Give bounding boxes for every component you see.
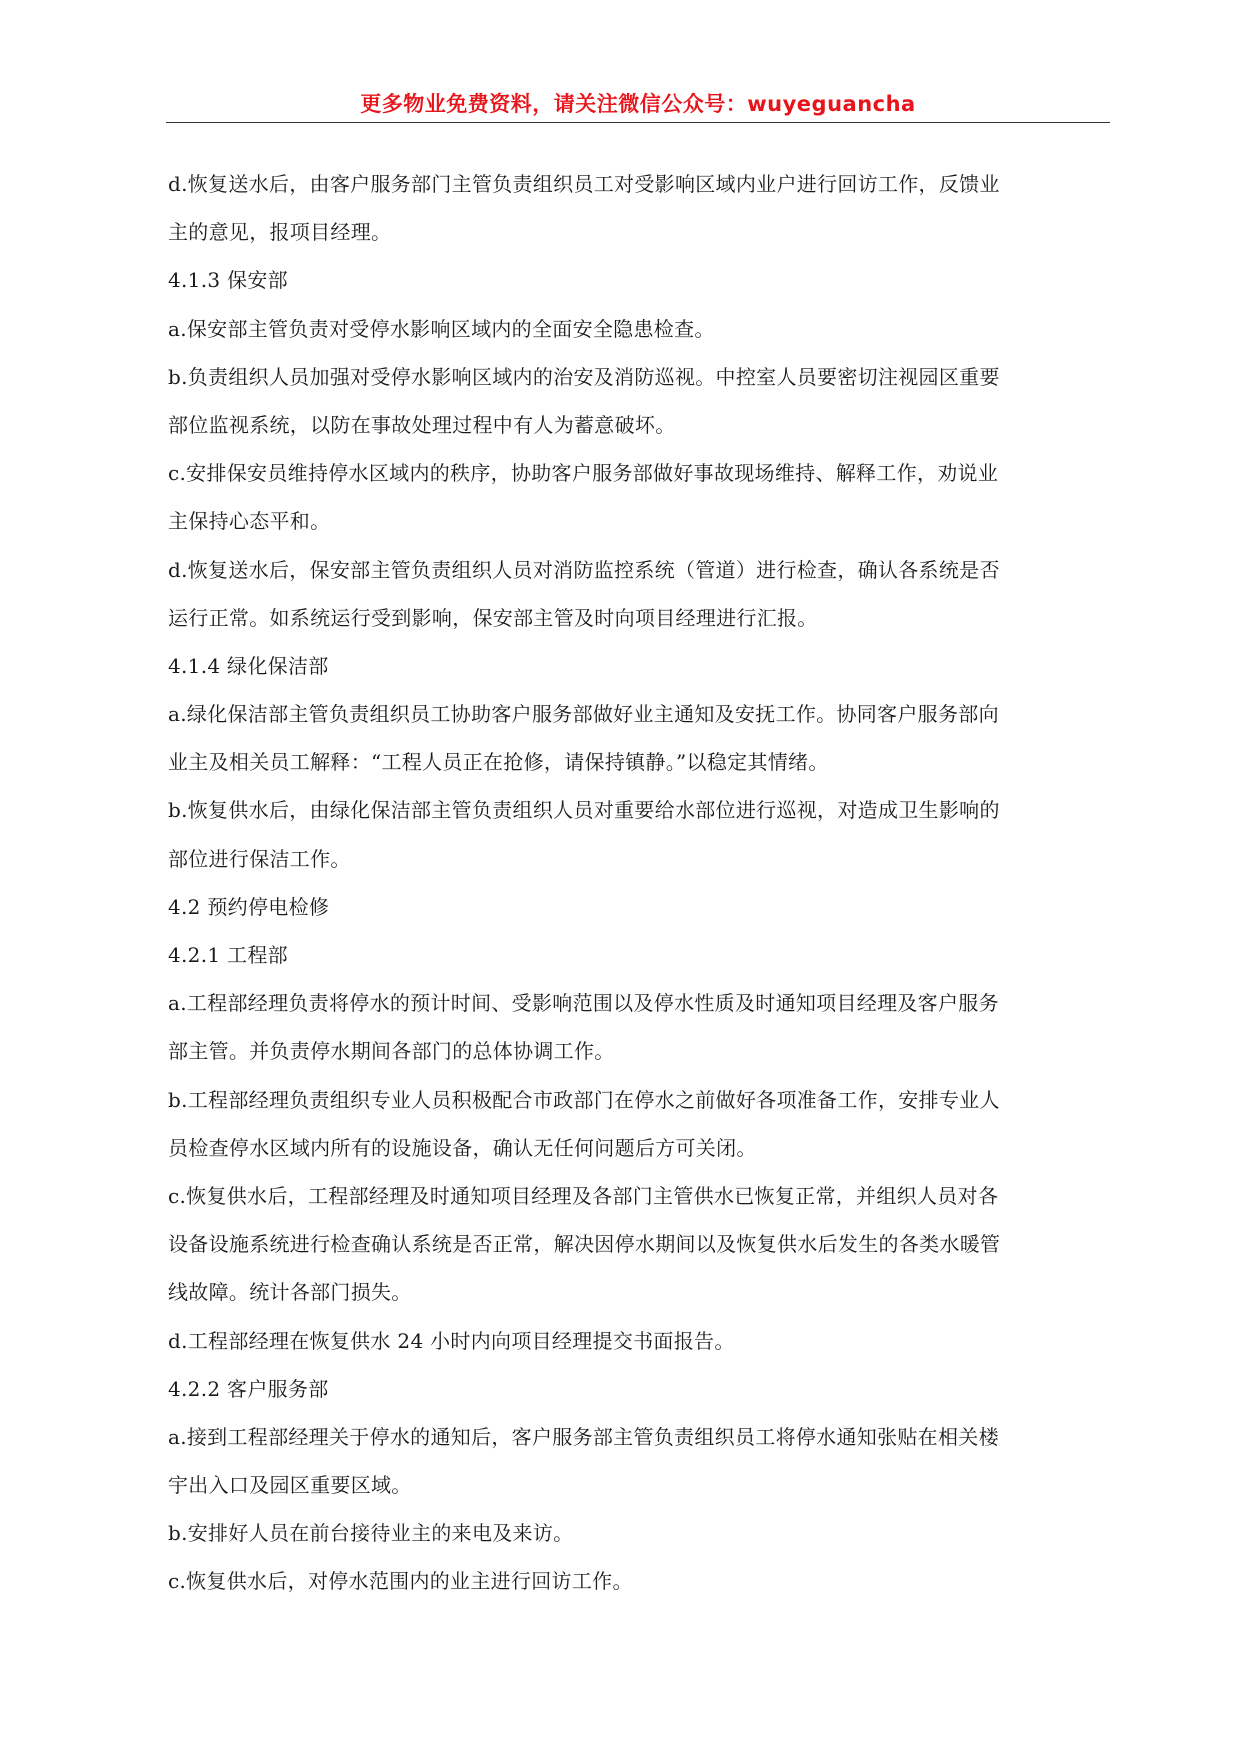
text-line: b.工程部经理负责组织专业人员积极配合市政部门在停水之前做好各项准备工作，安排专业人 [168, 1087, 1000, 1112]
text-line: a.保安部主管负责对受停水影响区域内的全面安全隐患检查。 [168, 316, 715, 341]
text-line: 线故障。统计各部门损失。 [168, 1280, 412, 1305]
document-body [168, 160, 1110, 1606]
text-line: d.恢复送水后，由客户服务部门主管负责组织员工对受影响区域内业户进行回访工作，反馈业 [168, 172, 1000, 196]
text-line: 设备设施系统进行检查确认系统是否正常，解决因停水期间以及恢复供水后发生的各类水暖管 [168, 1232, 1001, 1257]
text-line: 部主管。并负责停水期间各部门的总体协调工作。 [168, 1039, 615, 1064]
section-heading: 4.2 预约停电检修 [168, 894, 330, 919]
text-line: b.安排好人员在前台接待业主的来电及来访。 [168, 1521, 574, 1546]
text-line: 主保持心态平和。 [168, 509, 331, 534]
section-heading: 4.1.3 保安部 [168, 268, 288, 293]
text-line: 宇出入口及园区重要区域。 [168, 1473, 412, 1498]
section-heading: 4.2.1 工程部 [168, 943, 288, 967]
text-line: 主的意见，报项目经理。 [168, 220, 392, 245]
section-heading: 4.1.4 绿化保洁部 [168, 653, 329, 678]
text-line: b.恢复供水后，由绿化保洁部主管负责组织人员对重要给水部位进行巡视，对造成卫生影响的 [168, 798, 1000, 823]
text-line: 部位进行保洁工作。 [168, 846, 351, 871]
text-line: b.负责组织人员加强对受停水影响区域内的治安及消防巡视。中控室人员要密切注视园区重要 [168, 364, 1000, 389]
text-line: c.恢复供水后，工程部经理及时通知项目经理及各部门主管供水已恢复正常，并组织人员对各 [168, 1183, 999, 1208]
text-line: 部位监视系统，以防在事故处理过程中有人为蓄意破坏。 [168, 412, 676, 437]
header-promo-text: 更多物业免费资料，请关注微信公众号：wuyeguancha [360, 92, 916, 116]
text-line: c.恢复供水后，对停水范围内的业主进行回访工作。 [168, 1569, 633, 1594]
page-header [166, 86, 1110, 123]
section-heading: 4.2.2 客户服务部 [168, 1376, 329, 1401]
text-line: 运行正常。如系统运行受到影响，保安部主管及时向项目经理进行汇报。 [168, 605, 818, 630]
text-line: d.工程部经理在恢复供水 24 小时内向项目经理提交书面报告。 [168, 1328, 735, 1353]
text-line: 业主及相关员工解释：“工程人员正在抢修，请保持镇静。”以稳定其情绪。 [168, 750, 829, 775]
text-line: a.接到工程部经理关于停水的通知后，客户服务部主管负责组织员工将停水通知张贴在相关楼 [168, 1424, 999, 1449]
text-line: 员检查停水区域内所有的设施设备，确认无任何问题后方可关闭。 [168, 1135, 757, 1160]
text-line: d.恢复送水后，保安部主管负责组织人员对消防监控系统（管道）进行检查，确认各系统是否 [168, 557, 1000, 582]
text-line: a.工程部经理负责将停水的预计时间、受影响范围以及停水性质及时通知项目经理及客户服务 [168, 991, 999, 1016]
text-line: c.安排保安员维持停水区域内的秩序，协助客户服务部做好事故现场维持、解释工作，劝说业 [168, 461, 999, 486]
text-line: a.绿化保洁部主管负责组织员工协助客户服务部做好业主通知及安抚工作。协同客户服务部向 [168, 702, 999, 727]
